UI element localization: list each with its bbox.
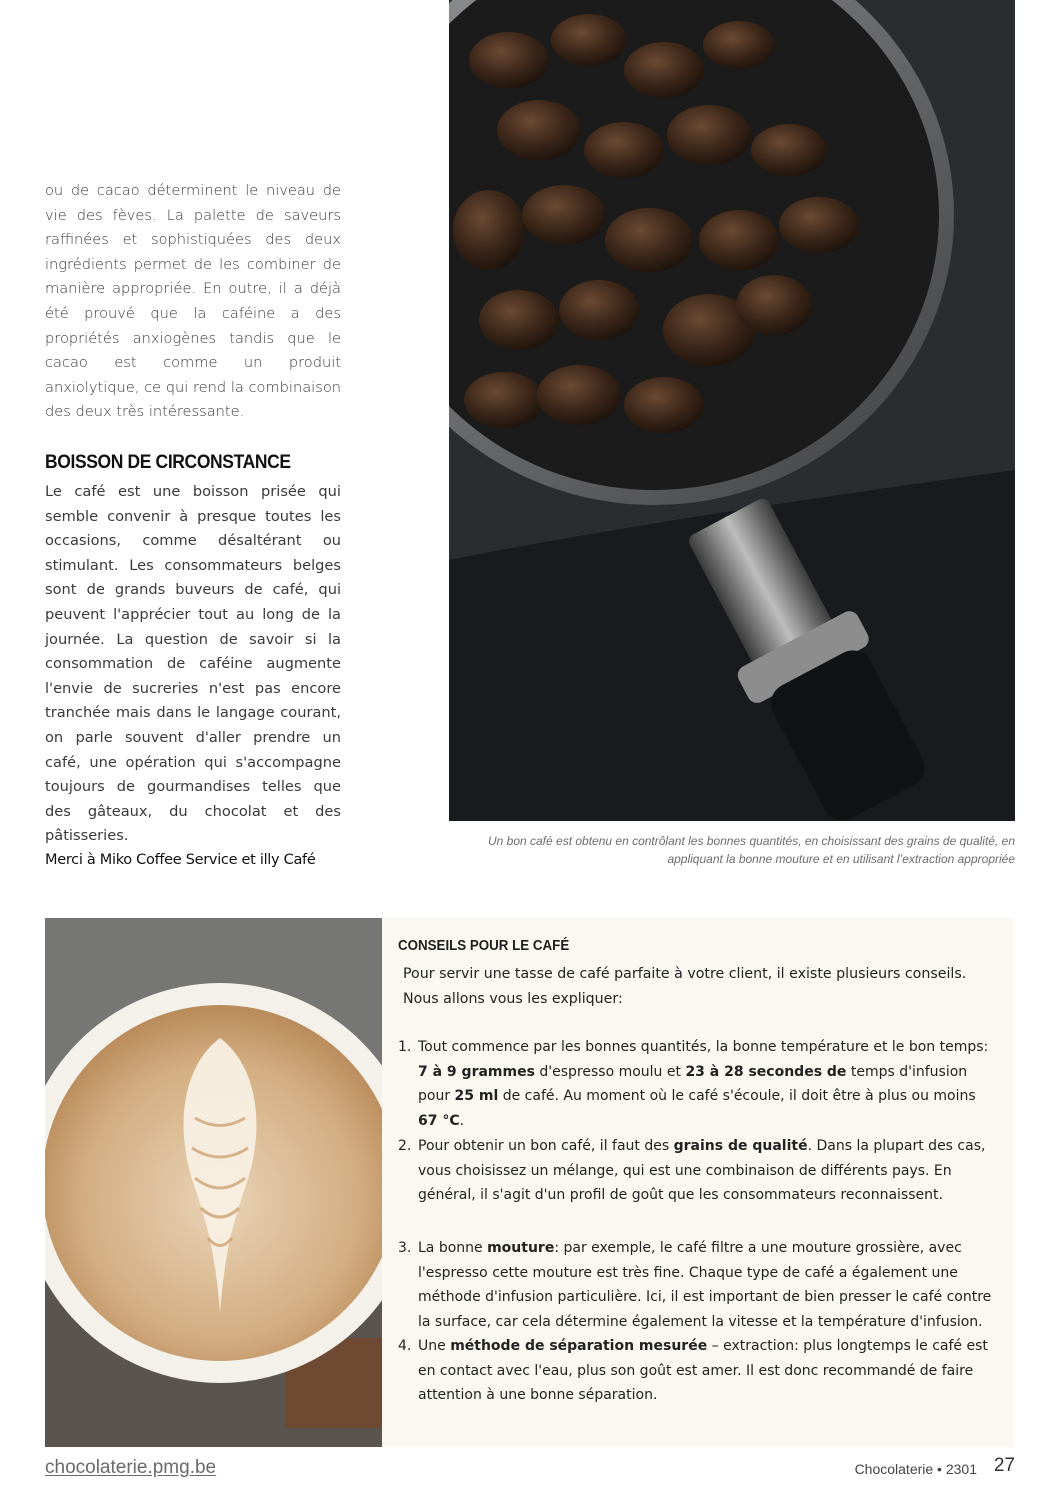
intro-paragraph: [45, 179, 341, 425]
tip-text: temps d'infusion pour: [418, 1063, 968, 1105]
website-link[interactable]: chocolaterie.pmg.be: [45, 1457, 217, 1478]
tip-text: .: [459, 1112, 465, 1129]
tip-text: Pour obtenir un bon café, il faut des: [418, 1138, 674, 1154]
tip-number: 1.: [398, 1039, 412, 1055]
tip-number: 4.: [398, 1338, 412, 1354]
tip-highlight: méthode de séparation mesurée: [450, 1338, 708, 1354]
tip-highlight: grains de qualité: [673, 1138, 808, 1154]
tip-text: Une: [418, 1338, 451, 1354]
tip-highlight: 25 ml: [454, 1088, 499, 1105]
tip-highlight: 23 à 28 secondes de: [685, 1063, 847, 1080]
tip-number: 2.: [398, 1138, 412, 1154]
tips-title: CONSEILS POUR LE CAFÉ: [398, 938, 570, 954]
tip-text: . Dans la plupart des cas, vous choisissez un mélange, qui est une combinaison de différents pays. En général, il s'agit d'un profil de goût que les consommateurs reconnaissent.: [418, 1138, 986, 1204]
thanks-line: Merci à Miko Coffee Service et illy Café: [45, 852, 316, 868]
coffee-tips-box: [382, 918, 1013, 1447]
tip-text: : par exemple, le café filtre a une mouture grossière, avec l'espresso cette mouture est très fine. Chaque type de café a également une méthode d'infusion particulière. Ici, il est important de bien presser le café contre la surface, car cela détermine également la vitesse et la température d'infusion.: [418, 1240, 992, 1330]
page-number: 27: [993, 1455, 1015, 1476]
tip-text: Tout commence par les bonnes quantités, la bonne température et le bon temps:: [418, 1039, 989, 1055]
tips-intro-line-2: Nous allons vous les expliquer:: [403, 990, 623, 1007]
tip-number: 3.: [398, 1240, 412, 1256]
section-heading: BOISSON DE CIRCONSTANCE: [45, 452, 291, 473]
tips-intro: [403, 962, 993, 1011]
intro-text: ou de cacao déterminent le niveau de vie des fèves. La palette de saveurs raffinées et sophistiquées des deux ingrédients permet de les combiner de manière appropriée. En outre, il a déjà été prouvé que la caféine a des propriétés anxiogènes tandis que le cacao est comme un produit anxiolytique, ce qui rend la combinaison des deux très intéressante.: [45, 182, 341, 421]
publication-label: Chocolaterie • 2301: [854, 1461, 977, 1477]
tip-item-2: [398, 1134, 998, 1208]
caption-line-2: appliquant la bonne mouture et en utilisant l’extraction appropriée: [667, 852, 1015, 866]
tip-item-3: [398, 1236, 998, 1334]
tip-highlight: 67 °C: [418, 1112, 460, 1129]
tip-highlight: mouture: [487, 1240, 555, 1256]
photo-caption: [449, 832, 1015, 868]
tips-intro-line-1: Pour servir une tasse de café parfaite à votre client, il existe plusieurs conseils.: [403, 966, 967, 982]
latte-art-photo: [45, 918, 382, 1447]
tip-text: – extraction: plus longtemps le café est en contact avec l'eau, plus son goût est amer. Il est donc recommandé de faire attention à une bonne séparation.: [418, 1338, 988, 1404]
coffee-beans-photo: [449, 0, 1015, 821]
section-body: Le café est une boisson prisée qui semble convenir à presque toutes les occasions, comme désaltérant ou stimulant. Les consommateurs belges sont de grands buveurs de café, qui peuvent l'apprécier tout au long de la journée. La question de savoir si la consommation de caféine augmente l'envie de sucreries n'est pas encore tranchée mais dans le langage courant, on parle souvent d'aller prendre un café, une opération qui s'accompagne toujours de gourmandises telles que des gâteaux, du chocolat et des pâtisseries.: [45, 483, 341, 845]
tip-text: d'espresso moulu et: [534, 1063, 686, 1080]
tip-highlight: 7 à 9 grammes: [418, 1063, 535, 1080]
tip-item-1: [398, 1035, 998, 1133]
caption-line-1: Un bon café est obtenu en contrôlant les bonnes quantités, en choisissant des grains de qualité, en: [487, 834, 1015, 848]
tip-item-4: [398, 1334, 998, 1408]
tip-text: de café. Au moment où le café s'écoule, il doit être à plus ou moins: [498, 1088, 976, 1105]
tip-text: La bonne: [418, 1240, 488, 1256]
